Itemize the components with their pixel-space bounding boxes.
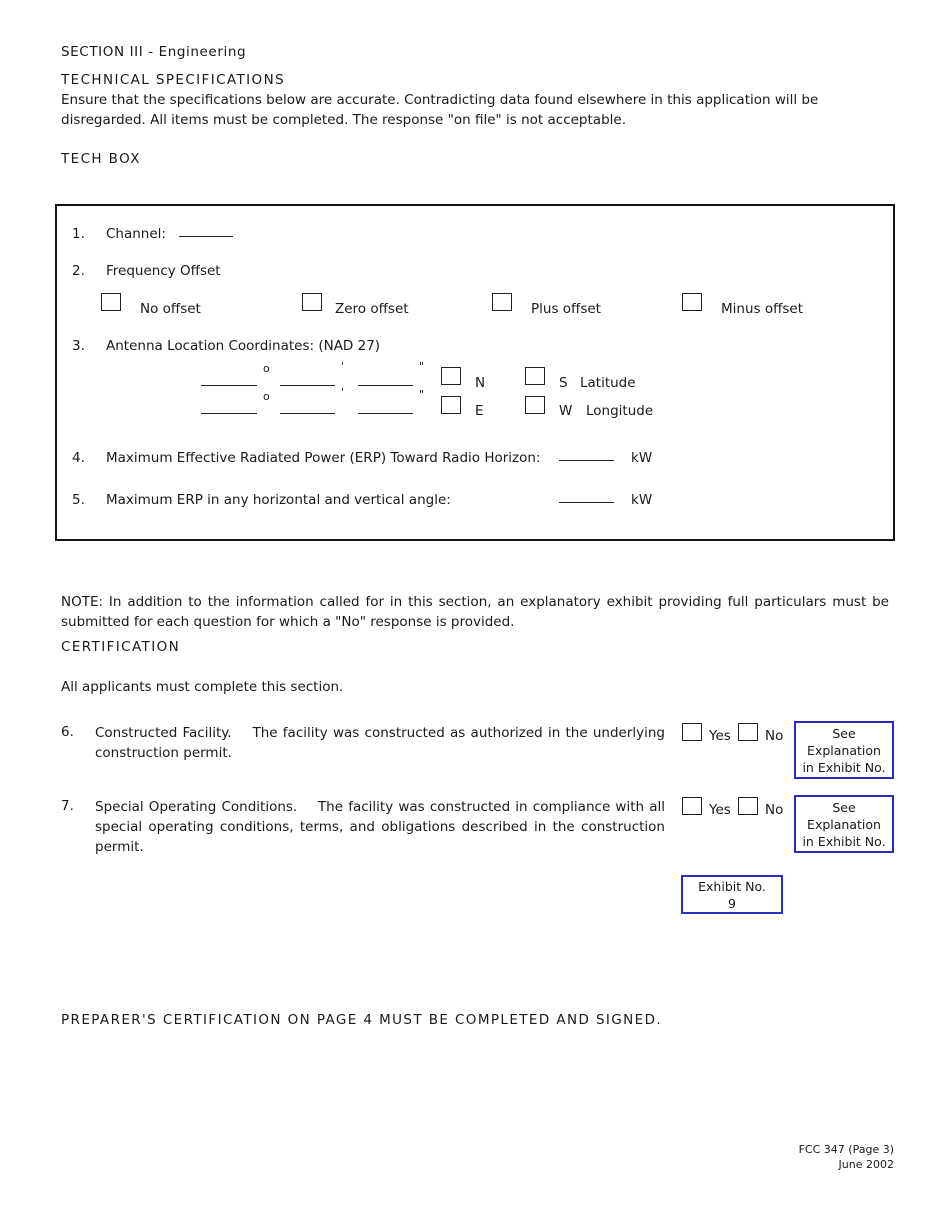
form-number: FCC 347 (Page 3) <box>798 1143 894 1156</box>
item-7-no-label: No <box>765 802 784 818</box>
see-explanation-text: See Explanation <box>807 726 881 758</box>
minute-symbol: ' <box>341 360 345 373</box>
footer <box>799 1142 894 1172</box>
erp-horizon-label: Maximum Effective Radiated Power (ERP) Toward Radio Horizon: <box>106 450 541 466</box>
longitude-degrees-field[interactable] <box>201 413 257 414</box>
item-4-number: 4. <box>72 450 85 466</box>
item-7-number: 7. <box>61 798 74 814</box>
intro-paragraph: Ensure that the specifications below are accurate. Contradicting data found elsewhere in this application will be disregarded. All items must be completed. The response "on file" is not acceptable. <box>61 92 819 128</box>
tech-box <box>55 204 895 541</box>
zero-offset-checkbox[interactable] <box>302 293 322 311</box>
item-7-yes-label: Yes <box>709 802 731 818</box>
tech-box-heading: TECH BOX <box>61 151 141 167</box>
latitude-degrees-field[interactable] <box>201 385 257 386</box>
section-title: SECTION III - Engineering <box>61 44 247 60</box>
no-offset-label: No offset <box>140 301 201 317</box>
minus-offset-checkbox[interactable] <box>682 293 702 311</box>
second-symbol: " <box>419 360 425 373</box>
item-5-number: 5. <box>72 492 85 508</box>
frequency-offset-label: Frequency Offset <box>106 263 221 279</box>
west-checkbox[interactable] <box>525 396 545 414</box>
north-checkbox[interactable] <box>441 367 461 385</box>
minus-offset-label: Minus offset <box>721 301 804 317</box>
item-6-number: 6. <box>61 724 74 740</box>
erp-max-field[interactable] <box>559 502 614 503</box>
item-6-yes-checkbox[interactable] <box>682 723 702 741</box>
antenna-coordinates-label: Antenna Location Coordinates: (NAD 27) <box>106 338 381 354</box>
item-6-text <box>95 723 665 763</box>
item-3-number: 3. <box>72 338 85 354</box>
degree-symbol: o <box>263 390 270 403</box>
item-6-no-checkbox[interactable] <box>738 723 758 741</box>
item-7-description: The facility was constructed in compliance with all special operating conditions, terms, and obligations described in the construction permit. <box>95 799 666 855</box>
exhibit-value: 9 <box>728 896 736 911</box>
item-6-title: Constructed Facility. <box>95 725 232 741</box>
latitude-label: Latitude <box>580 375 636 391</box>
plus-offset-label: Plus offset <box>531 301 601 317</box>
exhibit-label: Exhibit No. <box>698 879 766 894</box>
note-paragraph: NOTE: In addition to the information called for in this section, an explanatory exhibit providing full particulars must be submitted for each question for which a "No" response is provided. <box>61 594 889 630</box>
see-explanation-text: See Explanation <box>807 800 881 832</box>
south-checkbox[interactable] <box>525 367 545 385</box>
longitude-seconds-field[interactable] <box>358 413 413 414</box>
in-exhibit-text: in Exhibit No. <box>802 760 886 775</box>
channel-label: Channel: <box>106 226 166 242</box>
latitude-minutes-field[interactable] <box>280 385 335 386</box>
second-symbol: " <box>419 388 425 401</box>
zero-offset-label: Zero offset <box>335 301 409 317</box>
west-label: W <box>559 403 573 419</box>
south-label: S <box>559 375 568 391</box>
item-6-no-label: No <box>765 728 784 744</box>
item-7-yes-checkbox[interactable] <box>682 797 702 815</box>
item-1-number: 1. <box>72 226 85 242</box>
no-offset-checkbox[interactable] <box>101 293 121 311</box>
item-7-text <box>95 797 665 857</box>
tech-specs-heading: TECHNICAL SPECIFICATIONS <box>61 72 286 88</box>
erp-horizon-unit: kW <box>631 450 653 466</box>
certification-intro: All applicants must complete this section. <box>61 679 344 695</box>
minute-symbol: ' <box>341 386 345 399</box>
degree-symbol: o <box>263 362 270 375</box>
item-2-number: 2. <box>72 263 85 279</box>
item-6-explanation-box[interactable] <box>794 721 894 779</box>
longitude-minutes-field[interactable] <box>280 413 335 414</box>
north-label: N <box>475 375 486 391</box>
item-6-yes-label: Yes <box>709 728 731 744</box>
item-7-title: Special Operating Conditions. <box>95 799 298 815</box>
item-7-explanation-box[interactable] <box>794 795 894 853</box>
longitude-label: Longitude <box>586 403 654 419</box>
item-6-description: The facility was constructed as authorized in the underlying construction permit. <box>95 725 665 761</box>
latitude-seconds-field[interactable] <box>358 385 413 386</box>
plus-offset-checkbox[interactable] <box>492 293 512 311</box>
certification-heading: CERTIFICATION <box>61 639 181 655</box>
form-date: June 2002 <box>838 1158 894 1171</box>
in-exhibit-text: in Exhibit No. <box>802 834 886 849</box>
channel-field[interactable] <box>179 236 233 237</box>
east-checkbox[interactable] <box>441 396 461 414</box>
item-7-no-checkbox[interactable] <box>738 797 758 815</box>
east-label: E <box>475 403 484 419</box>
exhibit-box[interactable] <box>681 875 783 914</box>
erp-horizon-field[interactable] <box>559 460 614 461</box>
erp-max-label: Maximum ERP in any horizontal and vertical angle: <box>106 492 451 508</box>
erp-max-unit: kW <box>631 492 653 508</box>
preparer-certification-notice: PREPARER'S CERTIFICATION ON PAGE 4 MUST BE COMPLETED AND SIGNED. <box>61 1012 663 1028</box>
